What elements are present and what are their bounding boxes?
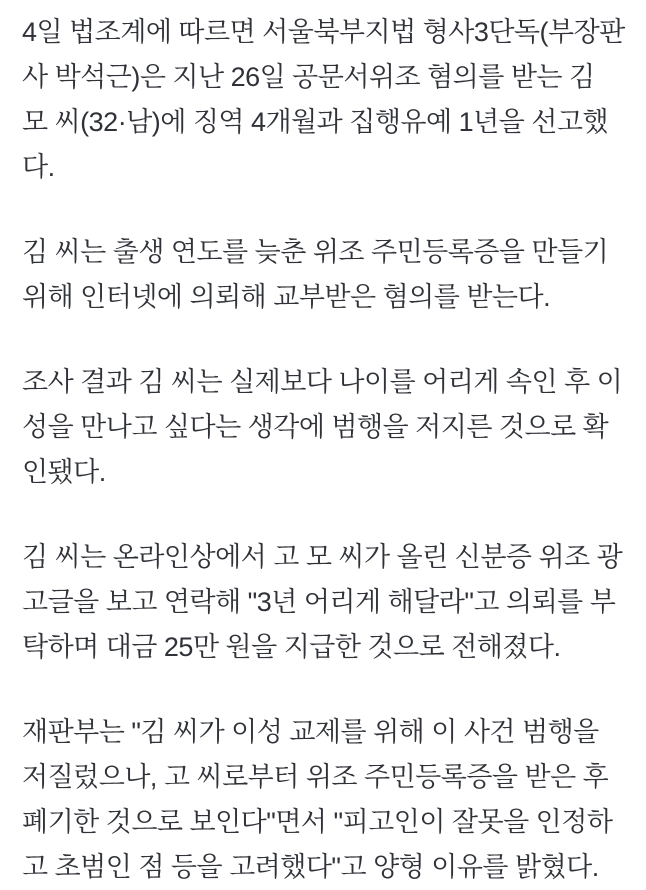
article-paragraph: 4일 법조계에 따르면 서울북부지법 형사3단독(부장판사 박석근)은 지난 26일 공문서위조 혐의를 받는 김 모 씨(32·남)에 징역 4개월과 집행유예 1년을 선고했다. bbox=[22, 17, 625, 182]
article-paragraph: 재판부는 "김 씨가 이성 교제를 위해 이 사건 범행을 저질렀으나, 고 씨로부터 위조 주민등록증을 받은 후 폐기한 것으로 보인다"면서 "피고인이 잘못을 인정하고 초범인 점 등을 고려했다"고 양형 이유를 밝혔다. bbox=[22, 717, 613, 882]
article-paragraph: 김 씨는 온라인상에서 고 모 씨가 올린 신분증 위조 광고글을 보고 연락해 "3년 어리게 해달라"고 의뢰를 부탁하며 대금 25만 원을 지급한 것으로 전해졌다. bbox=[22, 542, 623, 662]
article-paragraph: 조사 결과 김 씨는 실제보다 나이를 어리게 속인 후 이성을 만나고 싶다는 생각에 범행을 저지른 것으로 확인됐다. bbox=[22, 367, 623, 487]
article-paragraph: 김 씨는 출생 연도를 늦춘 위조 주민등록증을 만들기 위해 인터넷에 의뢰해 교부받은 혐의를 받는다. bbox=[22, 237, 609, 312]
